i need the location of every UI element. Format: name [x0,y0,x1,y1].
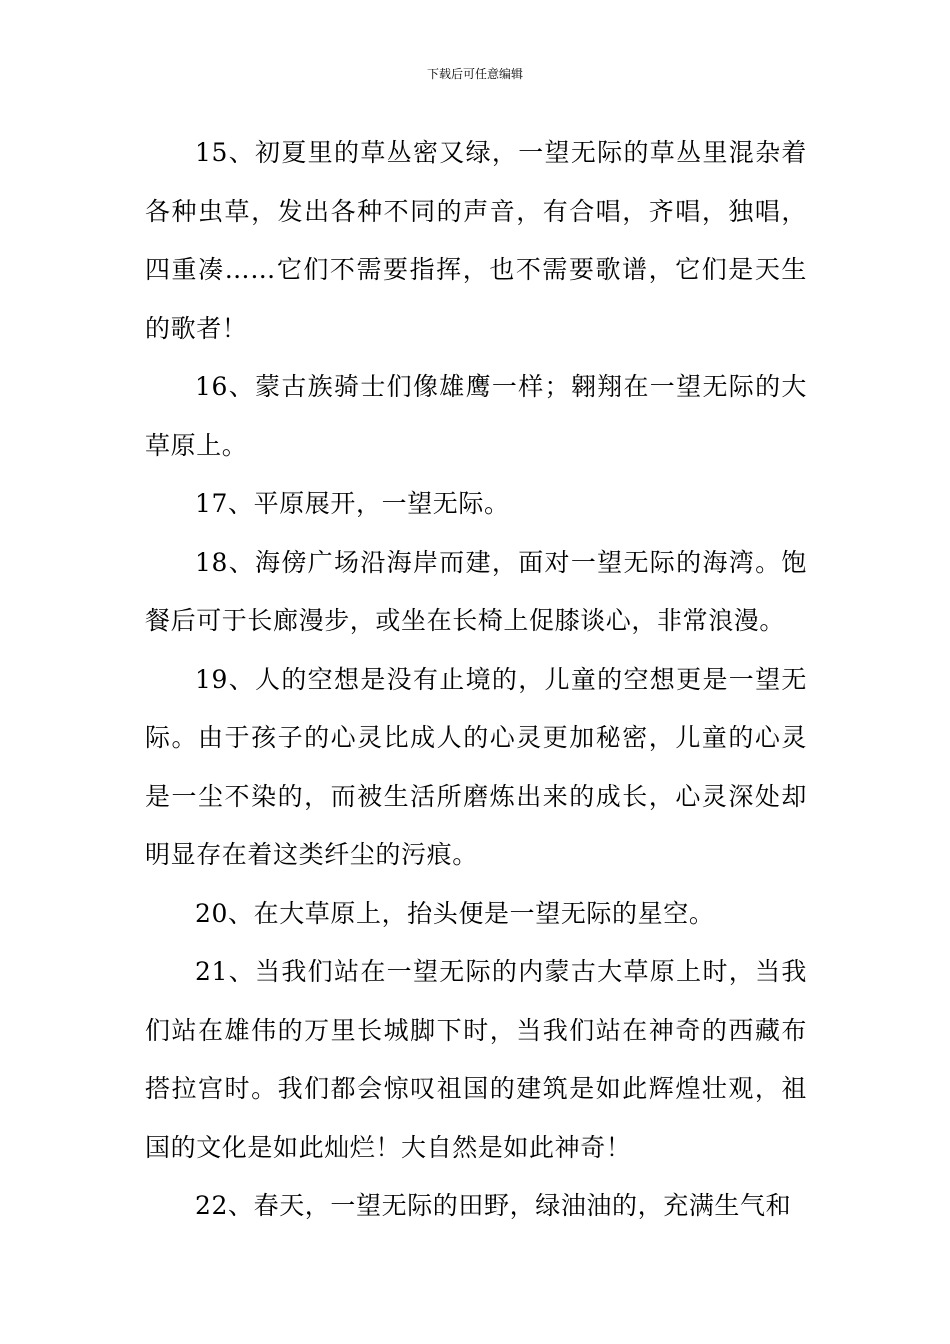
paragraph-15: 15、初夏里的草丛密又绿，一望无际的草丛里混杂着各种虫草，发出各种不同的声音，有合唱，齐唱，独唱，四重凑……它们不需要指挥，也不需要歌谱，它们是天生的歌者！ [145,138,807,343]
paragraph-17: 17、平原展开，一望无际。 [195,489,510,518]
paragraph-22: 22、春天，一望无际的田野，绿油油的，充满生气和 [195,1191,792,1220]
paragraph-18: 18、海傍广场沿海岸而建，面对一望无际的海湾。饱餐后可于长廊漫步，或坐在长椅上促膝谈心，非常浪漫。 [145,547,807,635]
paragraph-16: 16、蒙古族骑士们像雄鹰一样；翱翔在一望无际的大草原上。 [145,372,807,460]
document-body [145,124,807,1236]
paragraph-21: 21、当我们站在一望无际的内蒙古大草原上时，当我们站在雄伟的万里长城脚下时，当我们站在神奇的西藏布搭拉宫时。我们都会惊叹祖国的建筑是如此辉煌壮观，祖国的文化是如此灿烂！大自然是如此神奇！ [145,957,807,1162]
page-header: 下载后可任意编辑 [426,67,523,81]
paragraph-19: 19、人的空想是没有止境的，儿童的空想更是一望无际。由于孩子的心灵比成人的心灵更加秘密，儿童的心灵是一尘不染的，而被生活所磨炼出来的成长，心灵深处却明显存在着这类纤尘的污痕。 [145,664,807,869]
paragraph-20: 20、在大草原上，抬头便是一望无际的星空。 [195,898,715,928]
